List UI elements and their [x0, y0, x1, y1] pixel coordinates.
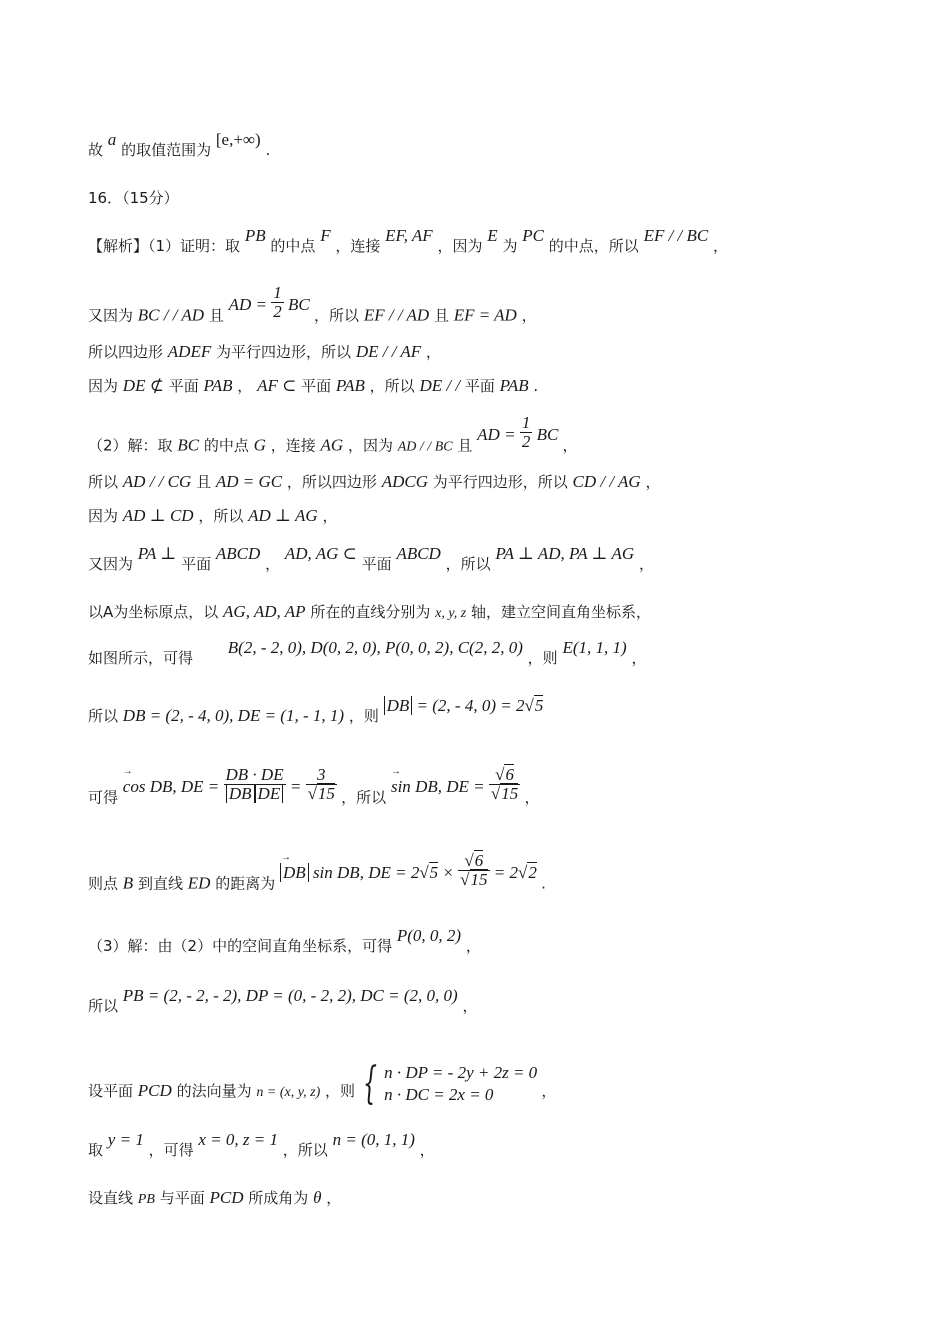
- math: G: [253, 435, 266, 455]
- math: → sin: [391, 777, 411, 796]
- text: 设直线: [88, 1189, 134, 1207]
- math: AD / / BC: [397, 439, 453, 455]
- text: （3）解：由（2）中的空间直角坐标系，可得: [88, 937, 393, 955]
- text: 平面: [168, 377, 199, 395]
- math: PCD: [137, 1080, 172, 1100]
- line-part3-start: [88, 926, 481, 956]
- math: PB: [137, 1192, 155, 1207]
- math: B(2, - 2, 0), D(0, 2, 0), P(0, 0, 2), C(2, 2, 0): [227, 638, 523, 657]
- math: PB: [244, 226, 266, 245]
- math: PA ⊥ AD, PA ⊥ AG: [495, 544, 635, 563]
- math: y = 1: [107, 1130, 144, 1149]
- math: BC: [177, 435, 200, 455]
- denominator: √15: [460, 870, 488, 889]
- text: 因为: [88, 507, 119, 525]
- denominator: 2: [521, 432, 531, 451]
- math: DB, DE = 2: [337, 863, 420, 883]
- math: ADEF: [167, 342, 212, 361]
- math: AD ⊥ AG: [248, 506, 318, 525]
- equation-system: [360, 1058, 542, 1109]
- math: → DB: [280, 863, 309, 882]
- line-range-conclusion: [88, 130, 271, 160]
- math-var: a: [107, 130, 117, 149]
- text: ，所以: [445, 555, 491, 573]
- line-parallelogram-adef: [88, 342, 441, 362]
- numerator: √6: [489, 766, 520, 785]
- line-vectors-pb-dp-dc: [88, 986, 478, 1016]
- brace: {: [362, 1058, 377, 1109]
- text: ，: [638, 555, 654, 573]
- text: ，所以: [369, 377, 415, 395]
- math: EF / / BC: [643, 226, 709, 245]
- math: AG, AD, AP: [223, 602, 306, 621]
- numerator: 3: [306, 766, 337, 785]
- text: 的法向量为: [176, 1081, 252, 1100]
- text: 如图所示，可得: [88, 649, 194, 667]
- math: P(0, 0, 2): [396, 926, 462, 945]
- math: CD / / AG: [572, 472, 641, 491]
- math: AD, AG ⊂: [284, 544, 357, 563]
- line-perpendicular: [88, 506, 337, 526]
- sqrt-sign: √: [517, 863, 528, 883]
- text: 为平行四边形，所以: [432, 473, 568, 491]
- math: ×: [442, 863, 454, 883]
- fraction: [489, 766, 520, 803]
- math-eq: [228, 283, 314, 321]
- math: → cos: [123, 777, 146, 796]
- math: PA ⊥: [137, 544, 177, 563]
- math: x, y, z: [435, 606, 467, 621]
- text: 的中点: [270, 237, 316, 255]
- math-distance: [280, 851, 541, 889]
- equation: n · DC = 2x = 0: [384, 1085, 494, 1104]
- numerator: 1: [521, 413, 531, 432]
- math: AD = GC: [215, 472, 283, 491]
- fraction: [306, 766, 337, 803]
- fraction: [458, 852, 489, 889]
- text: 平面: [464, 377, 495, 395]
- numerator: DB · DE: [225, 765, 284, 784]
- text: ，: [521, 306, 537, 325]
- math: ADCG: [381, 472, 428, 491]
- math: PAB: [335, 376, 365, 395]
- math: PAB: [203, 376, 233, 395]
- math: BC: [288, 295, 310, 315]
- text: ，所以: [282, 1141, 328, 1159]
- line-ad-half-bc: [88, 283, 537, 335]
- text: 的中点: [203, 436, 249, 455]
- line-db-de-vectors: [88, 696, 544, 726]
- text: ，: [462, 997, 478, 1015]
- math: DB: [384, 696, 413, 715]
- text: 平面: [301, 377, 332, 395]
- math: F: [320, 226, 331, 245]
- math: 2: [528, 863, 537, 883]
- text: ，: [419, 1141, 435, 1159]
- line-normal-result: [88, 1130, 435, 1160]
- text: 轴，建立空间直角坐标系，: [471, 603, 652, 621]
- text: ，则: [527, 649, 558, 667]
- fraction: [224, 766, 286, 803]
- text: 的距离为: [215, 874, 276, 893]
- text: 以A为坐标原点，以: [88, 603, 219, 621]
- text: 故: [88, 141, 104, 159]
- text: 又因为: [88, 555, 134, 573]
- line-de-parallel-plane: [88, 376, 538, 396]
- text: 与平面: [159, 1189, 205, 1207]
- text: 所以: [88, 707, 119, 725]
- text: ，: [541, 1081, 557, 1100]
- text: 设平面: [88, 1081, 134, 1100]
- math: DE: [255, 784, 284, 803]
- denominator: √15: [490, 784, 519, 803]
- math: DB, DE =: [415, 777, 485, 797]
- text: ，所以: [341, 788, 387, 807]
- text: 则点: [88, 874, 119, 893]
- math: = 2: [493, 863, 518, 883]
- math: AD / / CG: [122, 472, 192, 491]
- math: DE / /: [419, 376, 461, 395]
- line-pa-perpendicular: [88, 544, 654, 574]
- text: .: [541, 874, 546, 893]
- text: .: [265, 141, 271, 159]
- math: DE / / AF: [355, 342, 422, 361]
- line-coordinate-system: [88, 602, 651, 624]
- math: 6: [474, 851, 484, 870]
- math: DB: [226, 784, 255, 803]
- line-point-coordinates: [88, 638, 647, 668]
- math: E: [487, 226, 498, 245]
- line-normal-vector: [88, 1058, 557, 1114]
- text: 平面: [361, 555, 392, 573]
- text: 因为: [88, 377, 119, 395]
- question-label: 16．（15分）: [88, 189, 179, 207]
- math: 5: [534, 696, 544, 715]
- math: 5: [429, 863, 439, 883]
- text: ，: [425, 343, 441, 361]
- math: 15: [317, 784, 335, 803]
- line-part2-start: [88, 413, 578, 465]
- math: ED: [187, 873, 211, 893]
- line-angle-theta: [88, 1188, 341, 1210]
- text: ，连接: [335, 237, 381, 255]
- math: 15: [470, 870, 488, 889]
- text: ，: [524, 788, 540, 807]
- denominator: √15: [307, 784, 335, 803]
- text: 为平行四边形，所以: [216, 343, 352, 361]
- math: AD =: [477, 425, 516, 445]
- text: ，所以: [314, 306, 360, 325]
- math: θ: [313, 1188, 322, 1207]
- math: DB = (2, - 4, 0), DE = (1, - 1, 1): [122, 706, 345, 725]
- math: ABCD: [396, 544, 441, 563]
- math: AG: [320, 435, 344, 455]
- math: n = (0, 1, 1): [332, 1130, 415, 1149]
- sqrt-sign: √: [524, 696, 534, 715]
- text: 所以: [88, 997, 119, 1015]
- text: ，因为: [347, 436, 393, 455]
- math: =: [289, 777, 302, 797]
- math: BC / / AD: [137, 305, 205, 325]
- text: （2）解：取: [88, 436, 173, 455]
- line-distance: [88, 851, 546, 903]
- text: 所成角为: [248, 1189, 309, 1207]
- text: ，: [322, 507, 338, 525]
- math: AD =: [228, 295, 268, 315]
- line-cos-sin: [88, 765, 540, 817]
- text: .: [533, 377, 539, 395]
- math: 6: [505, 765, 514, 784]
- text: 可得: [88, 788, 119, 807]
- math-sin: [390, 765, 524, 803]
- equation: n · DP = - 2y + 2z = 0: [384, 1063, 538, 1082]
- math: EF / / AD: [363, 305, 430, 325]
- system-lines: [384, 1062, 537, 1106]
- denominator: 2: [273, 302, 282, 321]
- denominator: [224, 785, 286, 803]
- text: ，: [631, 649, 647, 667]
- text: ，: [645, 473, 661, 491]
- text: ，所以四边形: [286, 473, 377, 491]
- text: 且: [433, 306, 449, 325]
- math: AF ⊂: [257, 376, 297, 395]
- math: x = 0, z = 1: [198, 1130, 279, 1149]
- text: 的取值范围为: [121, 141, 212, 159]
- text: 所以: [88, 473, 119, 491]
- text: ，则: [348, 707, 379, 725]
- sqrt-sign: √: [419, 863, 429, 883]
- math: PB = (2, - 2, - 2), DP = (0, - 2, 2), DC = (2, 0, 0): [122, 986, 458, 1005]
- math: PC: [522, 226, 544, 245]
- text: 为: [502, 237, 518, 255]
- math: ABCD: [215, 544, 261, 563]
- text: ，所以: [198, 507, 244, 525]
- text: ，连接: [270, 436, 316, 455]
- text: ，: [465, 937, 481, 955]
- line-part1-start: [88, 226, 729, 256]
- fraction: [271, 284, 284, 321]
- text: 的中点，所以: [548, 237, 639, 255]
- math: EF, AF: [385, 226, 433, 245]
- math-eq: [477, 413, 562, 451]
- math-norm: [384, 696, 544, 715]
- text: ，可得: [148, 1141, 194, 1159]
- text: 到直线: [137, 874, 183, 893]
- math: BC: [536, 425, 559, 445]
- text: ，: [265, 555, 281, 573]
- math-cos: [122, 765, 341, 803]
- text: 所在的直线分别为: [310, 603, 431, 621]
- text: 取: [88, 1141, 104, 1159]
- text: 又因为: [88, 306, 134, 325]
- question-number: [88, 188, 179, 208]
- text: ，: [562, 436, 578, 455]
- text: 且: [196, 473, 212, 491]
- text: 且: [208, 306, 224, 325]
- text: ，: [713, 237, 729, 255]
- math: PCD: [209, 1188, 244, 1207]
- math: = (2, - 4, 0) = 2: [416, 696, 525, 715]
- math: AD ⊥ CD: [122, 506, 194, 525]
- text: ，: [237, 377, 253, 395]
- fraction: [520, 414, 533, 451]
- math: n = (x, y, z): [256, 1084, 321, 1100]
- text: ，则: [325, 1081, 356, 1100]
- text: 平面: [181, 555, 212, 573]
- line-parallelogram-adcg: [88, 472, 661, 492]
- text: 且: [457, 436, 473, 455]
- math: PAB: [499, 376, 529, 395]
- text: 【解析】（1）证明：取: [88, 237, 241, 255]
- math: DE ⊄: [122, 376, 164, 395]
- numerator: √6: [458, 852, 489, 871]
- text: ，: [326, 1189, 342, 1207]
- math: DB, DE =: [149, 777, 220, 797]
- math: sin: [312, 863, 333, 883]
- numerator: 1: [273, 283, 282, 302]
- text: 所以四边形: [88, 343, 164, 361]
- math: E(1, 1, 1): [562, 638, 627, 657]
- math: EF = AD: [453, 305, 517, 325]
- math: 15: [501, 784, 519, 803]
- math: B: [122, 873, 134, 893]
- math-interval: [e,+∞): [215, 130, 261, 149]
- text: ，因为: [437, 237, 483, 255]
